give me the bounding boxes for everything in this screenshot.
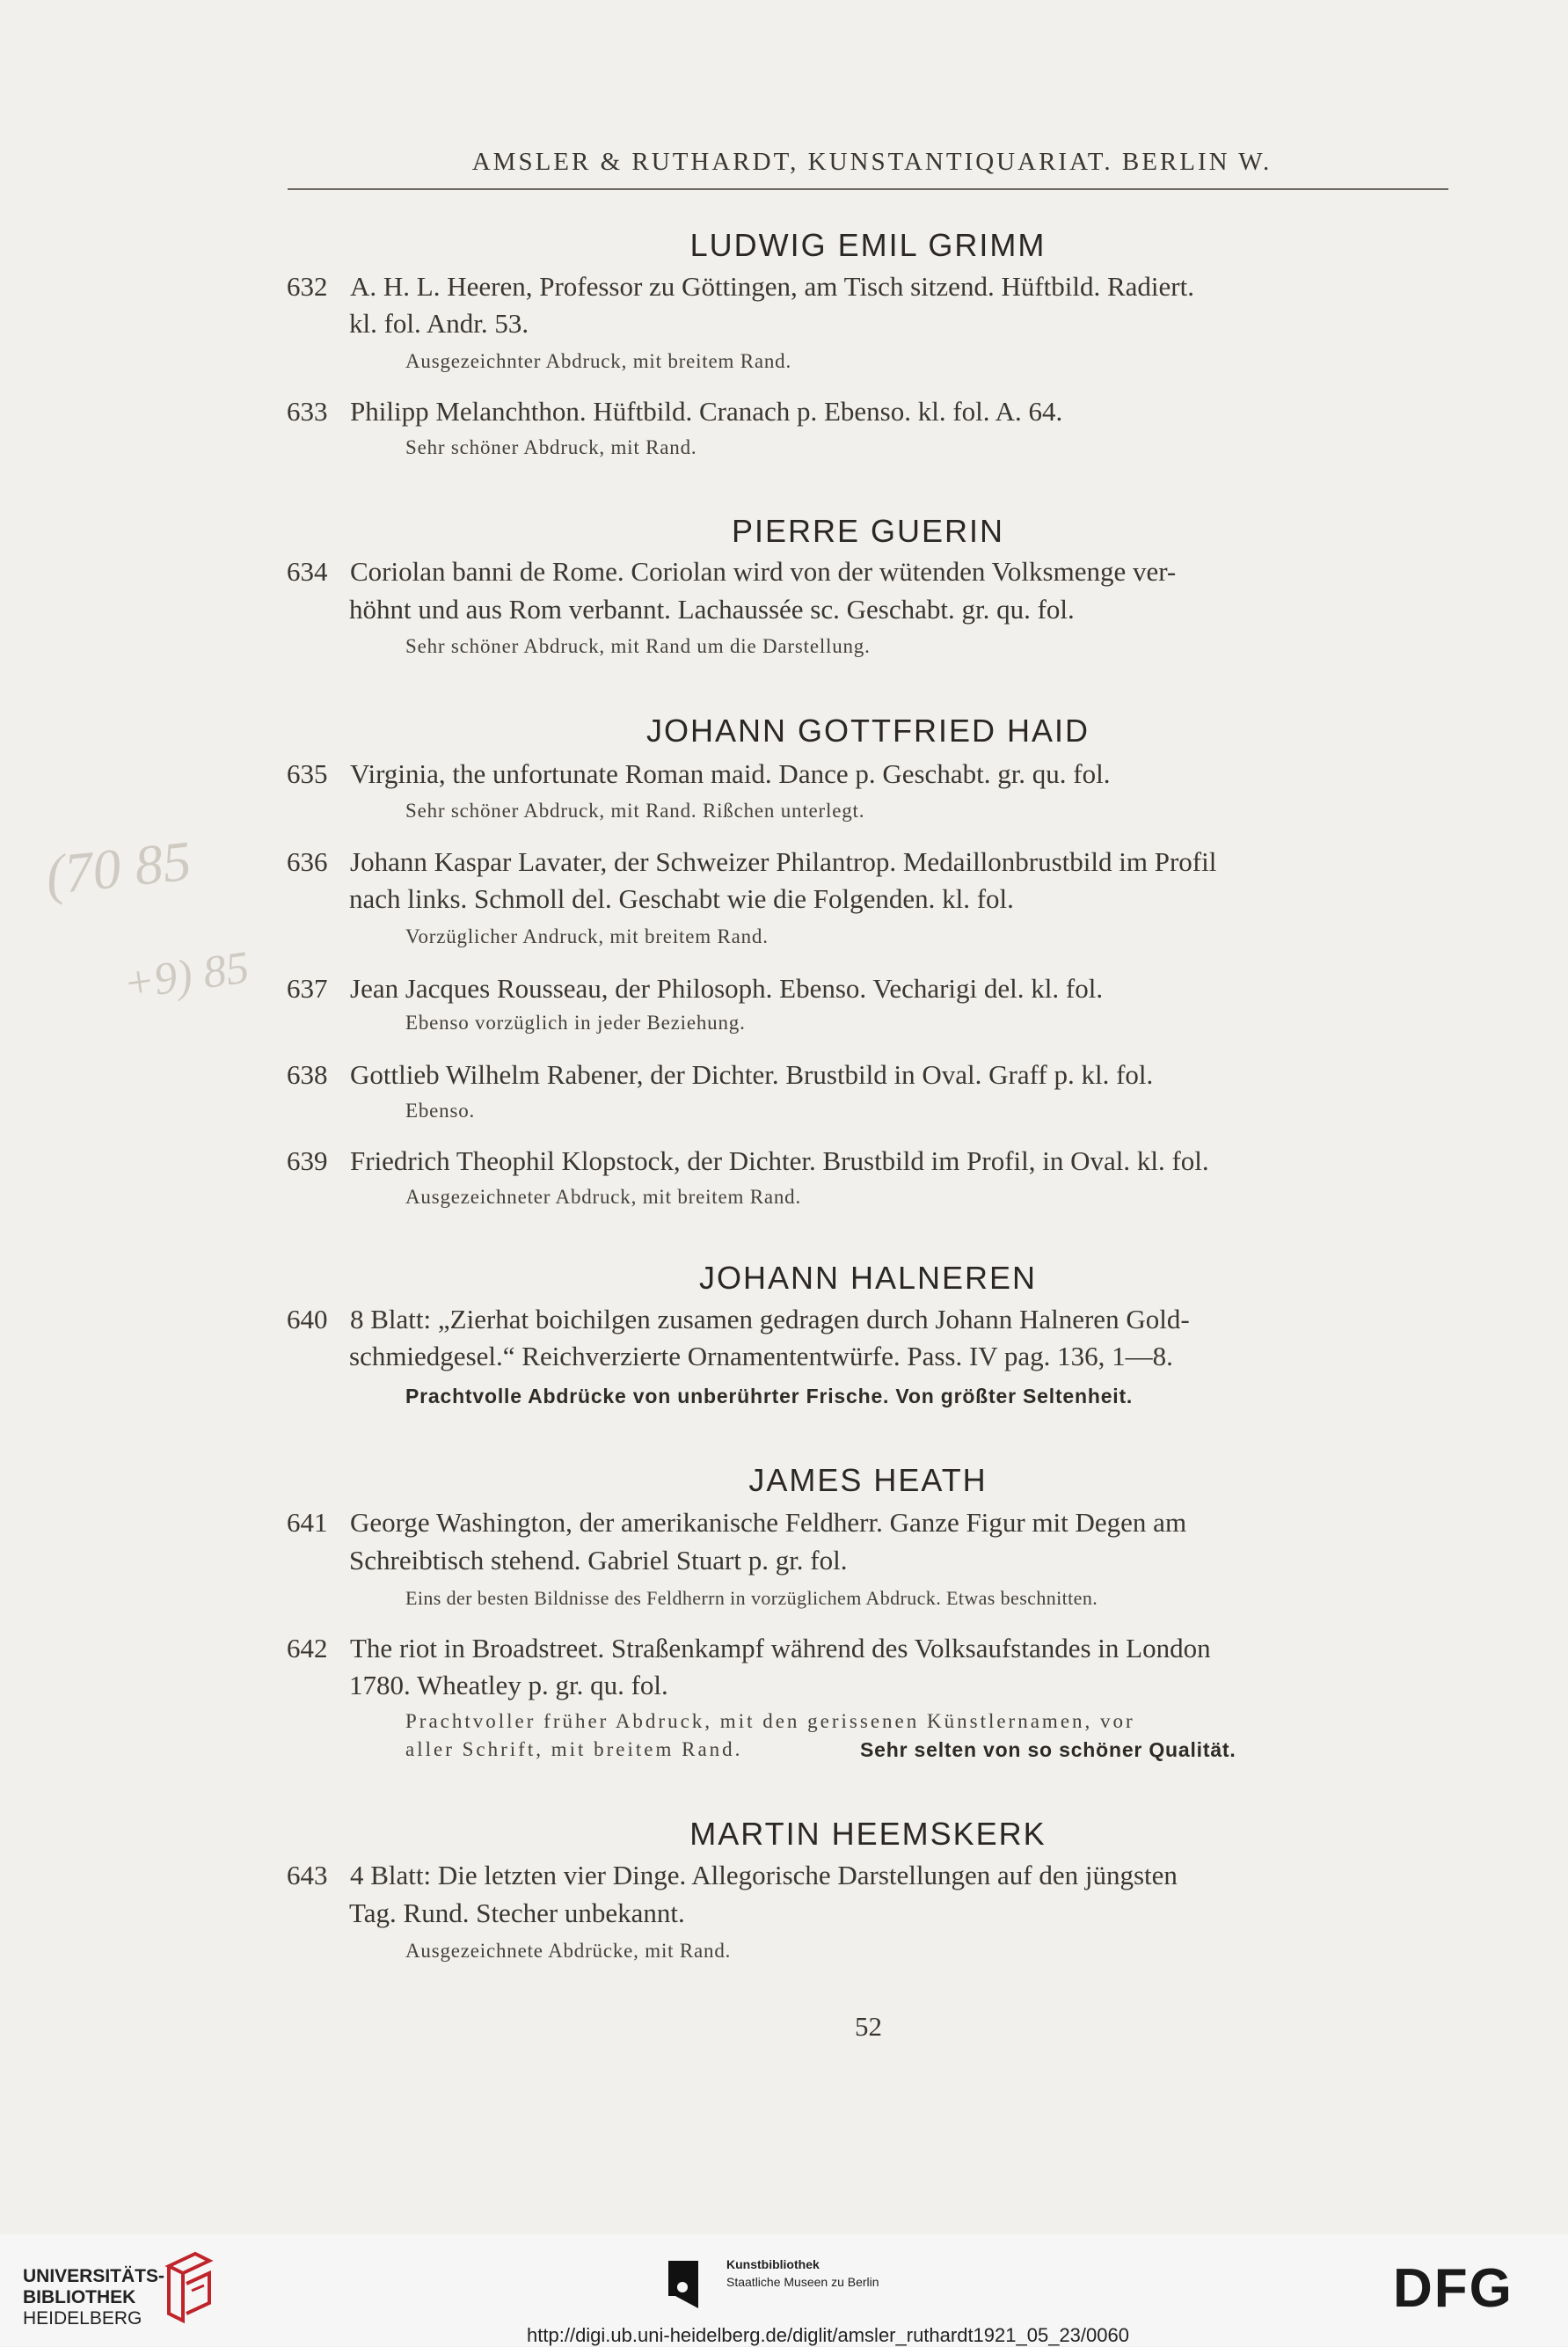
kunstbibliothek-logo-icon[interactable]: [668, 2261, 712, 2308]
entry-text: schmiedgesel.“ Reichverzierte Ornamententwürfe. Pass. IV pag. 136, 1—8.: [349, 1341, 1173, 1371]
entry-number: 640: [287, 1304, 328, 1334]
entry-note: Ausgezeichnete Abdrücke, mit Rand.: [405, 1940, 732, 1962]
entry-note-emphasis: Sehr selten von so schöner Qualität.: [860, 1738, 1236, 1761]
entry-note: Sehr schöner Abdruck, mit Rand.: [405, 436, 697, 458]
section-heading: PIERRE GUERIN: [731, 513, 1005, 549]
entry-text: Jean Jacques Rousseau, der Philosoph. Ebenso. Vecharigi del. kl. fol.: [350, 973, 1104, 1004]
entry-number: 633: [287, 396, 328, 427]
entry-number: 638: [287, 1059, 328, 1090]
entry-text: 8 Blatt: „Zierhat boichilgen zusamen gedragen durch Johann Halneren Gold-: [350, 1304, 1190, 1334]
entry-text: nach links. Schmoll del. Geschabt wie die Folgenden. kl. fol.: [349, 883, 1014, 914]
entry-text: Schreibtisch stehend. Gabriel Stuart p. gr. fol.: [349, 1545, 848, 1576]
entry-number: 636: [287, 846, 328, 877]
entry-note: Ausgezeichneter Abdruck, mit breitem Rand.: [405, 1186, 802, 1208]
entry-text: Philipp Melanchthon. Hüftbild. Cranach p. Ebenso. kl. fol. A. 64.: [350, 396, 1063, 427]
library-name-line: BIBLIOTHEK: [23, 2287, 136, 2307]
entry-note: Vorzüglicher Andruck, mit breitem Rand.: [405, 925, 769, 947]
permalink-url[interactable]: http://digi.ub.uni-heidelberg.de/diglit/amsler_ruthardt1921_05_23/0060: [527, 2324, 1129, 2346]
entry-text: 4 Blatt: Die letzten vier Dinge. Allegorische Darstellungen auf den jüngsten: [350, 1860, 1178, 1890]
kb-name: Kunstbibliothek: [726, 2257, 820, 2271]
university-library-logo-icon[interactable]: [160, 2248, 218, 2324]
header-rule: [288, 188, 1448, 190]
entry-text: kl. fol. Andr. 53.: [349, 308, 529, 339]
entry-number: 641: [287, 1507, 328, 1538]
dfg-logo-text: DFG: [1393, 2261, 1513, 2312]
entry-text: höhnt und aus Rom verbannt. Lachaussée sc. Geschabt. gr. qu. fol.: [349, 594, 1075, 625]
section-heading: JOHANN GOTTFRIED HAID: [645, 713, 1090, 749]
entry-note: Ausgezeichnter Abdruck, mit breitem Rand.: [405, 350, 792, 372]
entry-number: 639: [287, 1145, 328, 1176]
page-number: 52: [855, 2011, 882, 2042]
entry-note: Sehr schöner Abdruck, mit Rand um die Darstellung.: [405, 635, 871, 657]
entry-number: 634: [287, 556, 328, 587]
entry-text: Johann Kaspar Lavater, der Schweizer Philantrop. Medaillonbrustbild im Profil: [350, 846, 1217, 877]
entry-text: Tag. Rund. Stecher unbekannt.: [349, 1897, 685, 1928]
running-head: AMSLER & RUTHARDT, KUNSTANTIQUARIAT. BERLIN W.: [471, 148, 1273, 176]
digitization-footer: [0, 2234, 1568, 2346]
dfg-logo-icon[interactable]: [1393, 2261, 1548, 2312]
section-heading: LUDWIG EMIL GRIMM: [689, 227, 1047, 263]
entry-text: Gottlieb Wilhelm Rabener, der Dichter. Brustbild in Oval. Graff p. kl. fol.: [350, 1059, 1154, 1090]
library-name-line: HEIDELBERG: [23, 2308, 142, 2329]
section-heading: JAMES HEATH: [748, 1462, 988, 1498]
entry-text: George Washington, der amerikanische Feldherr. Ganze Figur mit Degen am: [350, 1507, 1187, 1538]
kb-subtitle: Staatliche Museen zu Berlin: [726, 2275, 879, 2289]
pencil-annotation: (70 85: [42, 829, 194, 907]
kunstbibliothek-label: [726, 2256, 879, 2291]
university-library-name: [23, 2266, 164, 2329]
entry-text: 1780. Wheatley p. gr. qu. fol.: [349, 1670, 668, 1700]
entry-number: 643: [287, 1860, 328, 1890]
entry-text: Virginia, the unfortunate Roman maid. Dance p. Geschabt. gr. qu. fol.: [350, 758, 1111, 789]
entry-note: aller Schrift, mit breitem Rand.: [405, 1738, 743, 1760]
pencil-annotation: +9) 85: [120, 942, 252, 1010]
entry-note: Prachtvoller früher Abdruck, mit den gerissenen Künstlernamen, vor: [405, 1710, 1135, 1732]
library-name-line: UNIVERSITÄTS-: [23, 2266, 165, 2286]
entry-number: 637: [287, 973, 328, 1004]
entry-text: The riot in Broadstreet. Straßenkampf während des Volksaufstandes in London: [350, 1633, 1211, 1663]
section-heading: MARTIN HEEMSKERK: [689, 1816, 1047, 1852]
entry-note: Ebenso.: [405, 1100, 476, 1122]
entry-number: 632: [287, 271, 328, 302]
entry-text: A. H. L. Heeren, Professor zu Göttingen, am Tisch sitzend. Hüftbild. Radiert.: [350, 271, 1194, 302]
entry-note: Eins der besten Bildnisse des Feldherrn in vorzüglichem Abdruck. Etwas beschnitten.: [405, 1587, 1098, 1609]
entry-note: Prachtvolle Abdrücke von unberührter Frische. Von größter Seltenheit.: [405, 1385, 1134, 1407]
entry-text: Coriolan banni de Rome. Coriolan wird von der wütenden Volksmenge ver-: [350, 556, 1177, 587]
section-heading: JOHANN HALNEREN: [698, 1260, 1038, 1296]
entry-note: Ebenso vorzüglich in jeder Beziehung.: [405, 1012, 746, 1034]
entry-number: 642: [287, 1633, 328, 1663]
entry-note: Sehr schöner Abdruck, mit Rand. Rißchen unterlegt.: [405, 800, 865, 822]
entry-text: Friedrich Theophil Klopstock, der Dichter. Brustbild im Profil, in Oval. kl. fol.: [350, 1145, 1209, 1176]
entry-number: 635: [287, 758, 328, 789]
